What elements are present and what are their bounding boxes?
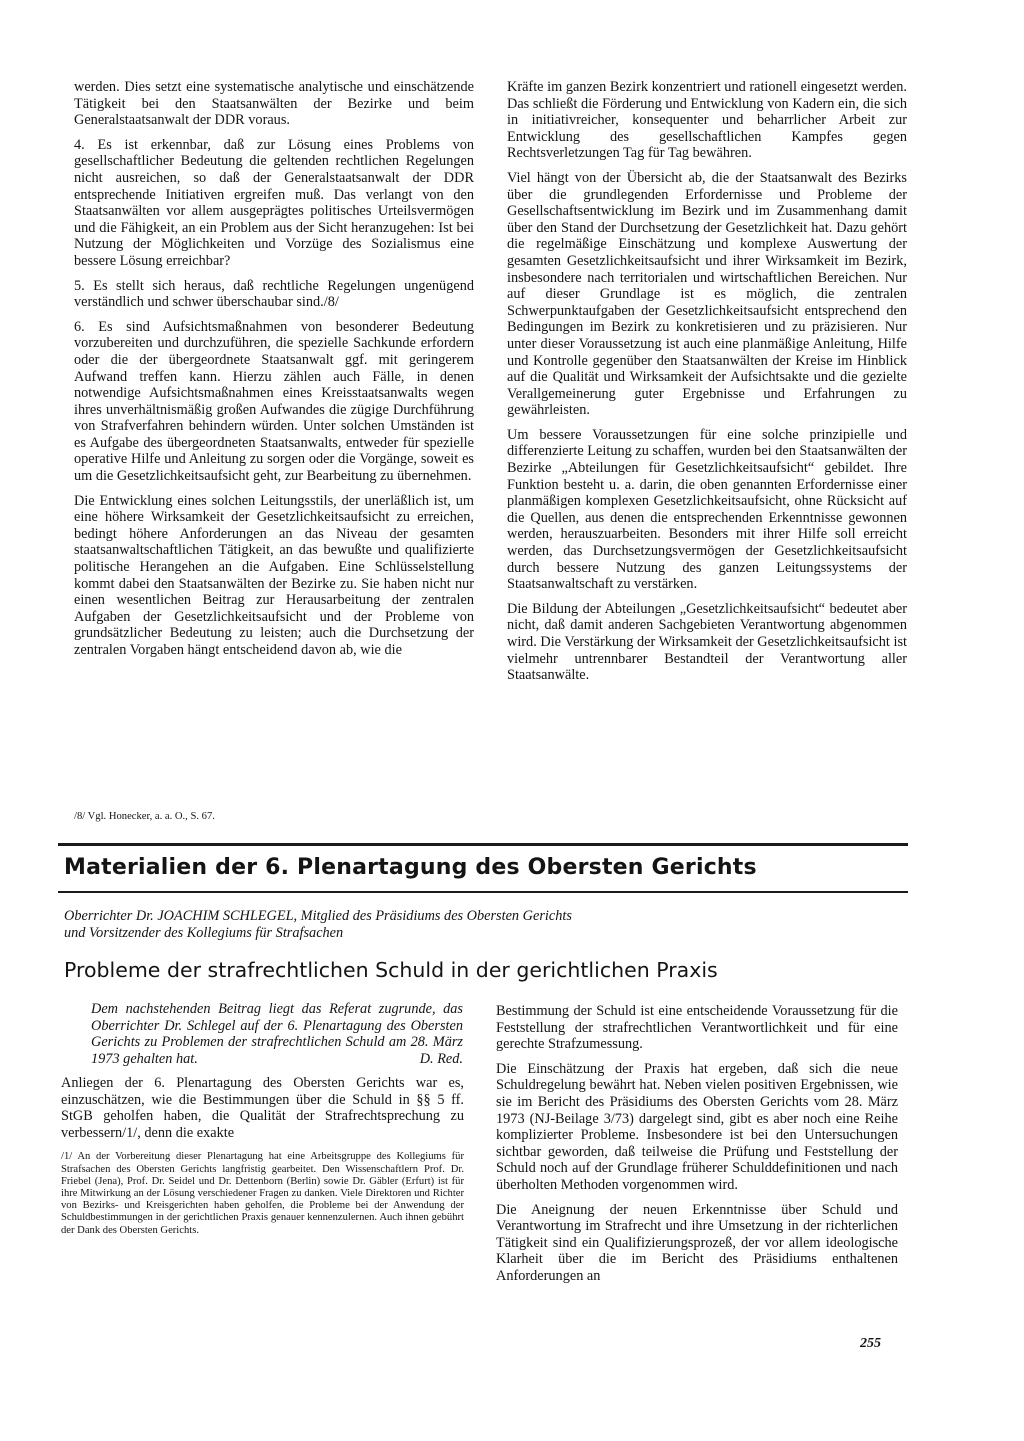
left-column-top <box>74 79 474 667</box>
author-line <box>64 908 904 942</box>
footnote-8: /8/ Vgl. Honecker, a. a. O., S. 67. <box>74 810 215 822</box>
right-column-top <box>507 79 907 692</box>
paragraph: Bestimmung der Schuld ist eine entscheidende Voraussetzung für die Feststellung der strafrechtlichen Verantwortlichkeit und für eine gerechte Strafzumessung. <box>496 1003 898 1053</box>
editorial-note <box>91 1001 463 1067</box>
paragraph: Die Aneignung der neuen Erkenntnisse über Schuld und Verantwortung im Strafrecht und ihre Umsetzung in der richterlichen Tätigkeit sind ein Qualifizierungsprozeß, der vor allem ideologische Klarheit über die im Bericht des Präsidiums enthaltenen Anforderungen an <box>496 1201 898 1284</box>
left-column-bottom <box>61 1075 464 1245</box>
paragraph: Anliegen der 6. Plenartagung des Obersten Gerichts war es, einzuschätzen, wie die Bestimmungen über die Schuld in §§ 5 ff. StGB geholfen haben, die Qualität der Strafrechtsprechung zu verbessern/1/, denn die exakte <box>61 1075 464 1141</box>
article-title: Probleme der strafrechtlichen Schuld in der gerichtlichen Praxis <box>64 958 718 982</box>
page-number: 255 <box>860 1336 881 1351</box>
paragraph: 4. Es ist erkennbar, daß zur Lösung eines Problems von gesellschaftlicher Bedeutung die geltenden rechtlichen Regelungen nicht ausreichen, so daß der Generalstaatsanwalt der DDR entsprechende Initiativen ergreifen muß. Das verlangt von den Staatsanwälten vor allem ausgeprägtes politisches Urteilsvermögen und die Fähigkeit, an ein Problem aus der Sicht heranzugehen: Ist bei Nutzung der Möglichkeiten und Vorzüge des Sozialismus eine bessere Lösung erreichbar? <box>74 136 474 269</box>
right-column-bottom <box>496 1003 898 1293</box>
author-line-1: Oberrichter Dr. JOACHIM SCHLEGEL, Mitglied des Präsidiums des Obersten Gerichts <box>64 908 572 924</box>
paragraph: Viel hängt von der Übersicht ab, die der Staatsanwalt des Bezirks über die grundlegenden Erfordernisse und Probleme der Gesellschaftsentwicklung im Bezirk und im Zusammenhang damit über den Stand der Durchsetzung der Gesetzlichkeit hat. Dazu gehört die regelmäßige Einschätzung und komplexe Auswertung der gesamten Gesetzlichkeitsaufsicht und ihrer Wirksamkeit im Bezirk, insbesondere nach territorialen und wirtschaftlichen Bereichen. Nur auf dieser Grundlage ist es möglich, die zentralen Schwerpunktaufgaben der Gesetzlichkeitsaufsicht entsprechend den Bedingungen im Bezirk zu konkretisieren und zu präzisieren. Nur unter dieser Voraussetzung ist auch eine planmäßige Anleitung, Hilfe und Kontrolle gegenüber den Staatsanwälten der Kreise im Hinblick auf die Qualität und Wirksamkeit der Aufsichtsakte und die gezielte Verallgemeinerung guter Ergebnisse und Erfahrungen zu gewährleisten. <box>507 169 907 419</box>
author-line-2: und Vorsitzender des Kollegiums für Strafsachen <box>64 925 344 941</box>
footnote-1: /1/ An der Vorbereitung dieser Plenartagung hat eine Arbeitsgruppe des Kollegiums für Strafsachen des Obersten Gerichts langfristig gearbeitet. Den Wissenschaftlern Prof. Dr. Friebel (Jena), Prof. Dr. Seidel und Dr. Dettenborn (Berlin) sowie Dr. Gäbler (Erfurt) ist für ihre Mitwirkung an der Lösung verschiedener Fragen zu danken. Viele Direktoren und Richter von Bezirks- und Kreisgerichten haben geholfen, die Probleme bei der Anwendung der Schuldbestimmungen in der gerichtlichen Praxis genauer kennenzulernen. Auch ihnen gebührt der Dank des Obersten Gerichts. <box>61 1151 464 1236</box>
paragraph: Um bessere Voraussetzungen für eine solche prinzipielle und differenzierte Leitung zu schaffen, wurden bei den Staatsanwälten der Bezirke „Abteilungen für Gesetzlichkeitsaufsicht“ gebildet. Ihre Funktion besteht u. a. darin, die oben genannten Erfordernisse einer planmäßigen komplexen Gesetzlichkeitsaufsicht, ohne Rücksicht auf die Quellen, aus denen die entsprechenden Erkenntnisse gewonnen werden, herauszuarbeiten. Besonders mit ihrer Hilfe soll erreicht werden, das Durchsetzungsvermögen der Gesetzlichkeitsaufsicht durch bessere Nutzung des ganzen Leitungssystems der Staatsanwaltschaft zu verstärken. <box>507 426 908 593</box>
editorial-note-text: Dem nachstehenden Beitrag liegt das Referat zugrunde, das Oberrichter Dr. Schlegel auf der 6. Plenartagung des Obersten Gerichts zu Problemen der strafrechtlichen Schuld am 28. März 1973 gehalten hat. <box>91 1001 463 1067</box>
editorial-signature: D. Red. <box>419 1050 463 1067</box>
paragraph: Die Bildung der Abteilungen „Gesetzlichkeitsaufsicht“ bedeutet aber nicht, daß damit anderen Sachgebieten Verantwortung abgenommen wird. Die Verstärkung der Wirksamkeit der Gesetzlichkeitsaufsicht ist vielmehr untrennbarer Bestandteil der Verantwortung aller Staatsanwälte. <box>507 600 907 684</box>
paragraph: werden. Dies setzt eine systematische analytische und einschätzende Tätigkeit bei den Staatsanwälten der Bezirke und beim Generalstaatsanwalt der DDR voraus. <box>74 79 474 129</box>
paragraph: Die Entwicklung eines solchen Leitungsstils, der unerläßlich ist, um eine höhere Wirksamkeit der Gesetzlichkeitsaufsicht zu erreichen, bedingt höhere Anforderungen an das Niveau der gesamten staatsanwaltschaftlichen Tätigkeit, an das bewußte und qualifizierte politische Herangehen an die Aufgaben. Eine Schlüsselstellung kommt dabei den Staatsanwälten der Bezirke zu. Sie haben nicht nur einen wesentlichen Beitrag zur Herausarbeitung der zentralen Aufgaben der Gesetzlichkeitsaufsicht und der Probleme von grundsätzlicher Bedeutung zu leisten; auch die Durchsetzung der zentralen Vorgaben hängt entscheidend davon ab, wie die <box>74 492 474 658</box>
section-rule-top <box>58 843 908 846</box>
paragraph: 6. Es sind Aufsichtsmaßnahmen von besonderer Bedeutung vorzubereiten und durchzuführen, die spezielle Sachkunde erfordern oder die der übergeordnete Staatsanwalt ggf. mit geringerem Aufwand treffen kann. Hierzu zählen auch Fälle, in denen notwendige Aufsichtsmaßnahmen eines Kreisstaatsanwalts wegen ihres unverhältnismäßig großen Aufwandes die zügige Durchführung von Strafverfahren behindern würden. Unter solchen Umständen ist es Aufgabe des übergeordneten Staatsanwalts, entweder für spezielle operative Hilfe und Anleitung zu sorgen oder die Vorgänge, soweit es um die Gesetzlichkeitsaufsicht geht, zur Bearbeitung zu übernehmen. <box>74 318 474 485</box>
paragraph: Die Einschätzung der Praxis hat ergeben, daß sich die neue Schuldregelung bewährt hat. Neben vielen positiven Ergebnissen, wie sie im Bericht des Präsidiums des Obersten Gerichts vom 28. März 1973 (NJ-Beilage 3/73) dargelegt sind, gibt es aber noch eine Reihe komplizierter Probleme. Insbesondere ist bei den Untersuchungen sichtbar geworden, daß teilweise die Prüfung und Feststellung der Schuld noch auf der Grundlage früherer Schulddefinitionen und nach überholten Methoden vorgenommen wird. <box>496 1060 898 1193</box>
paragraph: Kräfte im ganzen Bezirk konzentriert und rationell eingesetzt werden. Das schließt die Förderung und Entwicklung von Kadern ein, die sich in initiativreicher, konsequenter und beharrlicher Arbeit zur Entwicklung des gesellschaftlichen Kampfes gegen Rechtsverletzungen Tag für Tag bewähren. <box>507 79 907 162</box>
paragraph: 5. Es stellt sich heraus, daß rechtliche Regelungen ungenügend verständlich und schwer überschaubar sind./8/ <box>74 277 474 311</box>
section-heading: Materialien der 6. Plenartagung des Obersten Gerichts <box>64 855 757 880</box>
section-rule-bottom <box>58 891 908 893</box>
